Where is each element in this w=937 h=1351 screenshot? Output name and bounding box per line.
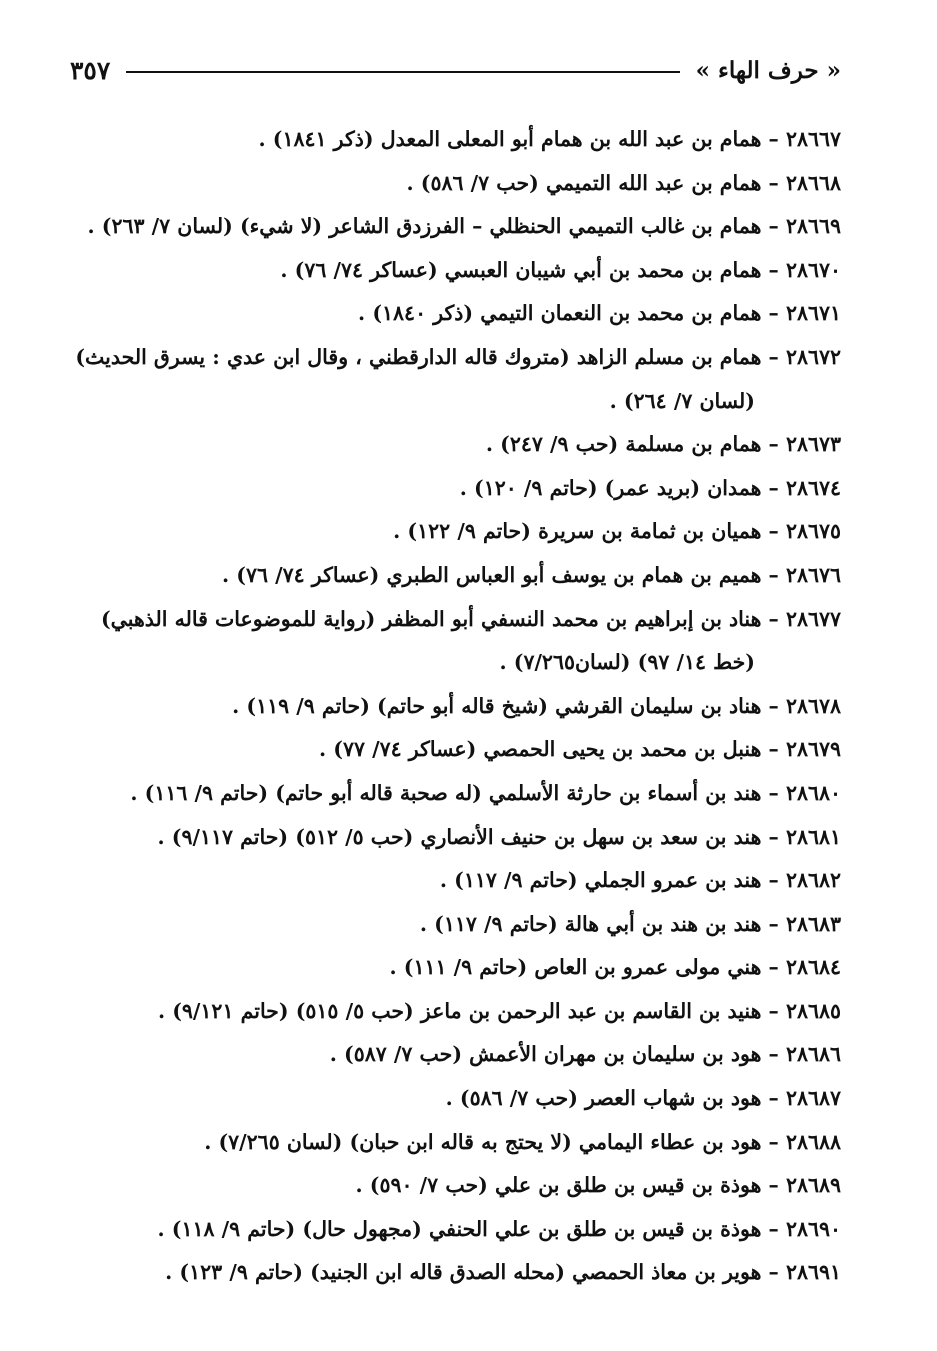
entry: ٢٨٦٩١ – هوير بن معاذ الحمصي (محله الصدق قاله ابن الجنيد) (حاتم ٩/ ١٢٣) . (165, 1260, 841, 1285)
entry: ٢٨٦٧٩ – هنبل بن محمد بن يحيى الحمصي (عساكر ٧٤/ ٧٧) . (318, 737, 841, 762)
entry: ٢٨٦٧٢ – همام بن مسلم الزاهد (متروك قاله الدارقطني ، وقال ابن عدي : يسرق الحديث) (لسان ٧/ ٢٦٤) . (75, 344, 841, 413)
entry: ٢٨٦٧٣ – همام بن مسلمة (حب ٩/ ٢٤٧) . (485, 432, 841, 457)
entry: ٢٨٦٧٠ – همام بن محمد بن أبي شيبان العبسي (عساكر ٧٤/ ٧٦) . (280, 257, 841, 282)
entry: ٢٨٦٩٠ – هوذة بن قيس بن طلق بن علي الحنفي (مجهول حال) (حاتم ٩/ ١١٨) . (157, 1216, 841, 1241)
header-rule (126, 71, 679, 73)
entry: ٢٨٦٨٣ – هند بن هند بن أبي هالة (حاتم ٩/ ١١٧) . (419, 911, 841, 936)
entry: ٢٨٦٨٤ – هني مولى عمرو بن العاص (حاتم ٩/ ١١١) . (389, 955, 841, 980)
entry: ٢٨٦٧٥ – هميان بن ثمامة بن سريرة (حاتم ٩/ ١٢٢) . (393, 519, 841, 544)
entry: ٢٨٦٧٧ – هناد بن إبراهيم بن محمد النسفي أبو المظفر (رواية للموضوعات قاله الذهبي) (خط ١٤/ ٩٧) (لسان٧/٢٦٥) . (100, 606, 841, 675)
entry: ٢٨٦٧٤ – همدان (بريد عمر) (حاتم ٩/ ١٢٠) . (459, 475, 841, 500)
entry: ٢٨٦٧٨ – هناد بن سليمان القرشي (شيخ قاله أبو حاتم) (حاتم ٩/ ١١٩) . (232, 693, 841, 718)
entry: ٢٨٦٧٦ – هميم بن همام بن يوسف أبو العباس الطبري (عساكر ٧٤/ ٧٦) . (221, 562, 841, 587)
entry: ٢٨٦٨٠ – هند بن أسماء بن حارثة الأسلمي (له صحبة قاله أبو حاتم) (حاتم ٩/ ١١٦) . (130, 780, 841, 805)
entry: ٢٨٦٨٩ – هوذة بن قيس بن طلق بن علي (حب ٧/ ٥٩٠) . (355, 1173, 841, 1198)
entry: ٢٨٦٦٩ – همام بن غالب التميمي الحنظلي – الفرزدق الشاعر (لا شيء) (لسان ٧/ ٢٦٣) . (87, 214, 841, 239)
entry: ٢٨٦٧١ – همام بن محمد بن النعمان التيمي (ذكر ١٨٤٠) . (358, 301, 841, 326)
entry-list (70, 118, 841, 1295)
entry: ٢٨٦٨٥ – هنيد بن القاسم بن عبد الرحمن بن ماعز (حب ٥/ ٥١٥) (حاتم ٩/١٢١) . (157, 998, 841, 1023)
entry: ٢٨٦٨٢ – هند بن عمرو الجملي (حاتم ٩/ ١١٧) . (439, 868, 841, 893)
entry: ٢٨٦٨٨ – هود بن عطاء اليمامي (لا يحتج به قاله ابن حبان) (لسان ٧/٢٦٥) . (204, 1129, 841, 1154)
entry: ٢٨٦٨٧ – هود بن شهاب العصر (حب ٧/ ٥٨٦) . (445, 1086, 841, 1111)
chapter-title: « حرف الهاء » (695, 56, 841, 84)
page-number: ٣٥٧ (70, 55, 111, 85)
entry: ٢٨٦٦٧ – همام بن عبد الله بن همام أبو المعلى المعدل (ذكر ١٨٤١) . (258, 127, 841, 151)
entry: ٢٨٦٦٨ – همام بن عبد الله التميمي (حب ٧/ ٥٨٦) . (406, 170, 841, 195)
entry: ٢٨٦٨١ – هند بن سعد بن سهل بن حنيف الأنصاري (حب ٥/ ٥١٢) (حاتم ٩/١١٧) . (157, 824, 841, 849)
page-header (70, 48, 841, 92)
entry: ٢٨٦٨٦ – هود بن سليمان بن مهران الأعمش (حب ٧/ ٥٨٧) . (329, 1042, 841, 1067)
